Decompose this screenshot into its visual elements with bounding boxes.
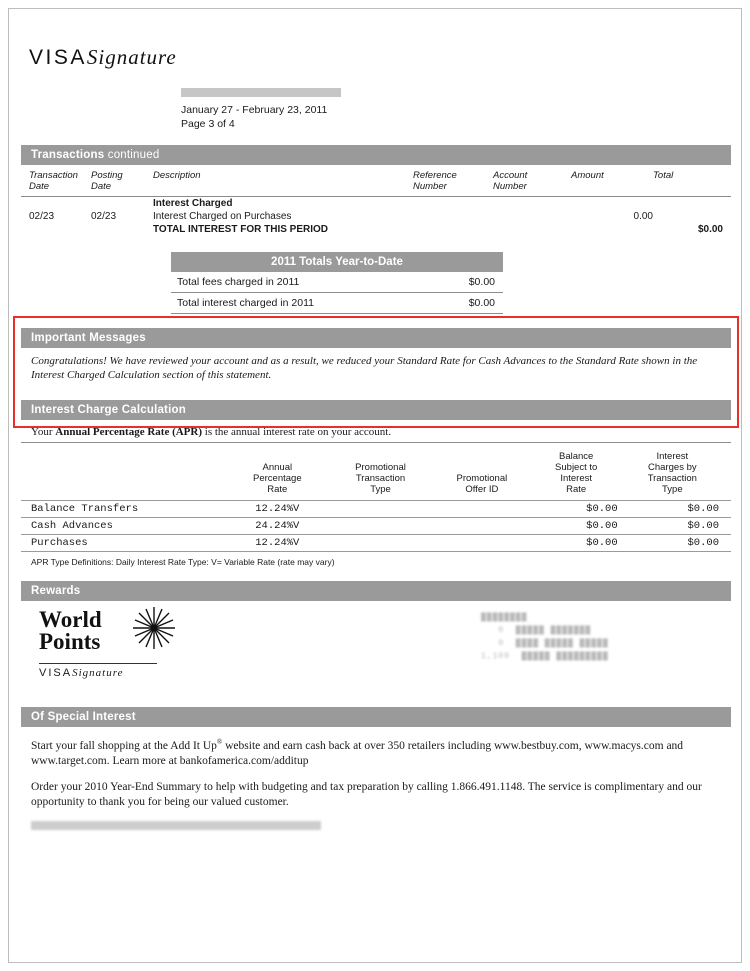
cell-amount [571,197,653,210]
table-row [21,518,731,535]
promo-txn-line1: Promotional [355,462,406,473]
ytd-title: 2011 Totals Year-to-Date [171,252,503,272]
rewards-visa-wordmark: VISA [39,667,73,679]
statement-period: January 27 - February 23, 2011 [181,104,328,116]
apr-cell-balance: $0.00 [531,518,622,535]
osi-p1-b: website and earn cash back at over 350 retailers including www.bestbuy.com, www.macys.com and www.target.com. Learn more at bankofamerica.com/additup [31,739,684,767]
apr-cell-promo-type [328,501,433,518]
col-account-number [493,165,571,196]
page-number: Page 3 of 4 [181,118,235,130]
promo-txn-line2: Transaction [355,473,406,484]
cell-posting-date [91,223,153,236]
col-reference-line2: Number [413,181,447,192]
balance-line3: Interest [560,473,593,484]
ytd-fees-value: $0.00 [468,276,495,288]
col-account-line2: Number [493,181,527,192]
col-reference-number [413,165,493,196]
col-posting-date-line1: Posting [91,170,123,181]
special-interest-paragraph-1 [31,735,719,769]
apr-cell-balance: $0.00 [531,535,622,552]
osi-p1-a: Start your fall shopping at the Add It Up [31,739,217,752]
apr-col-annual-percentage-rate [227,451,328,501]
apr-col-balance-subject-to-interest-rate [531,451,622,501]
charges-line3: Transaction [647,473,697,484]
apr-cell-promo-type [328,518,433,535]
ytd-fees-label: Total fees charged in 2011 [177,276,300,288]
apr-col-promotional-offer-id [433,451,531,501]
ytd-interest-label: Total interest charged in 2011 [177,297,314,309]
col-transaction-date-line1: Transaction [29,170,78,181]
apr-header-row [21,451,731,501]
apr-cell-type: Purchases [21,535,227,552]
apr-note [21,420,731,443]
apr-note-suffix: is the annual interest rate on your account. [202,426,392,438]
visa-wordmark: VISA [29,46,87,69]
transactions-section-header [21,145,731,165]
apr-cell-rate: 12.24%V [227,501,328,518]
world-label: World [39,607,102,632]
cell-amount: 0.00 [633,211,653,222]
apr-cell-promo-id [433,518,531,535]
apr-cell-charges: $0.00 [622,501,731,518]
important-messages-header: Important Messages [21,328,731,348]
cell-account-number [493,210,571,223]
cell-transaction-date: 02/23 [29,211,55,222]
redacted-footer-line [31,821,321,830]
rewards-body [21,601,731,693]
promo-txn-line3: Type [370,484,391,495]
starburst-icon [131,605,177,651]
table-row [21,197,731,210]
apr-cell-charges: $0.00 [622,535,731,552]
balance-line1: Balance [559,451,594,462]
table-row [21,535,731,552]
registered-mark: ® [216,738,223,746]
redacted-account-line [181,88,341,97]
promo-offer-line2: Offer ID [465,484,499,495]
charges-line4: Type [662,484,683,495]
apr-col-line1: Annual [262,462,293,473]
transactions-continued-label: continued [107,149,160,161]
col-transaction-date-line2: Date [29,181,50,192]
rewards-header: Rewards [21,581,731,601]
balance-line2: Subject to [555,462,598,473]
table-row [21,210,731,223]
transactions-header-row [21,165,731,196]
ytd-interest-value: $0.00 [468,297,495,309]
special-interest-header: Of Special Interest [21,707,731,727]
world-points-logo [39,609,102,653]
cell-description: TOTAL INTEREST FOR THIS PERIOD [153,224,329,235]
cell-reference-number [413,223,493,236]
special-interest-paragraph-2: Order your 2010 Year-End Summary to help with budgeting and tax preparation by calling 1.866.491.1148. The service is complimentary and our opportunity to thank you for being our valued customer. [31,780,702,808]
apr-cell-promo-type [328,535,433,552]
apr-col-line2: Percentage [253,473,302,484]
cell-reference-number [413,197,493,210]
charges-line1: Interest [656,451,689,462]
apr-note-bold: Annual Percentage Rate (APR) [55,426,203,438]
rewards-visa-signature-logo [39,663,157,679]
account-header [21,88,731,131]
important-messages-body: Congratulations! We have reviewed your account and as a result, we reduced your Standard Rate for Cash Advances to the Standard Rate shown in the Interest Charged Calculation section of this statement. [31,355,698,381]
cell-description: Interest Charged [153,198,233,209]
points-label: Points [39,629,101,654]
apr-table [21,451,731,552]
cell-description: Interest Charged on Purchases [153,211,292,222]
col-transaction-date [21,165,91,196]
cell-total [653,210,731,223]
transactions-title: Transactions [31,149,105,161]
apr-cell-type: Cash Advances [21,518,227,535]
transactions-table [21,165,731,236]
signature-wordmark: Signature [86,45,177,69]
col-amount: Amount [571,170,604,181]
charges-line2: Charges by [648,462,697,473]
statement-page [8,8,742,963]
rewards-signature-wordmark: Signature [72,667,124,679]
col-posting-date [91,165,153,196]
col-posting-date-line2: Date [91,181,112,192]
apr-col-interest-charges-by-transaction-type [622,451,731,501]
col-total: Total [653,170,674,181]
table-row [21,223,731,236]
cell-posting-date [91,197,153,210]
visa-signature-logo [21,19,731,70]
cell-posting-date: 02/23 [91,211,117,222]
apr-definitions: APR Type Definitions: Daily Interest Rate Type: V= Variable Rate (rate may vary) [31,557,335,567]
apr-cell-rate: 12.24%V [227,535,328,552]
apr-cell-promo-id [433,501,531,518]
col-reference-line1: Reference [413,170,457,181]
apr-cell-charges: $0.00 [622,518,731,535]
cell-account-number [493,223,571,236]
apr-note-prefix: Your [31,426,56,438]
statement-content [21,19,731,830]
col-account-line1: Account [493,170,528,181]
ytd-row-interest [171,293,503,314]
apr-col-line3: Rate [267,484,288,495]
cell-transaction-date [21,223,91,236]
apr-cell-type: Balance Transfers [21,501,227,518]
special-interest-body [21,727,731,830]
redacted-rewards-summary: ████████ 0 █████ ███████ 0 ████ █████ █████ 1,100 █████ █████████ [481,613,609,661]
ytd-row-fees [171,272,503,293]
promo-offer-line1: Promotional [456,473,508,484]
apr-col-promotional-transaction-type [328,451,433,501]
apr-cell-rate: 24.24%V [227,518,328,535]
col-description: Description [153,170,201,181]
table-row [21,501,731,518]
apr-cell-balance: $0.00 [531,501,622,518]
cell-total [653,197,731,210]
balance-line4: Rate [566,484,587,495]
cell-amount [571,223,653,236]
ytd-totals-box [171,252,503,314]
apr-col-type [21,451,227,501]
interest-charge-header: Interest Charge Calculation [21,400,731,420]
cell-account-number [493,197,571,210]
cell-transaction-date [21,197,91,210]
cell-reference-number [413,210,493,223]
cell-total: $0.00 [697,224,723,235]
apr-cell-promo-id [433,535,531,552]
